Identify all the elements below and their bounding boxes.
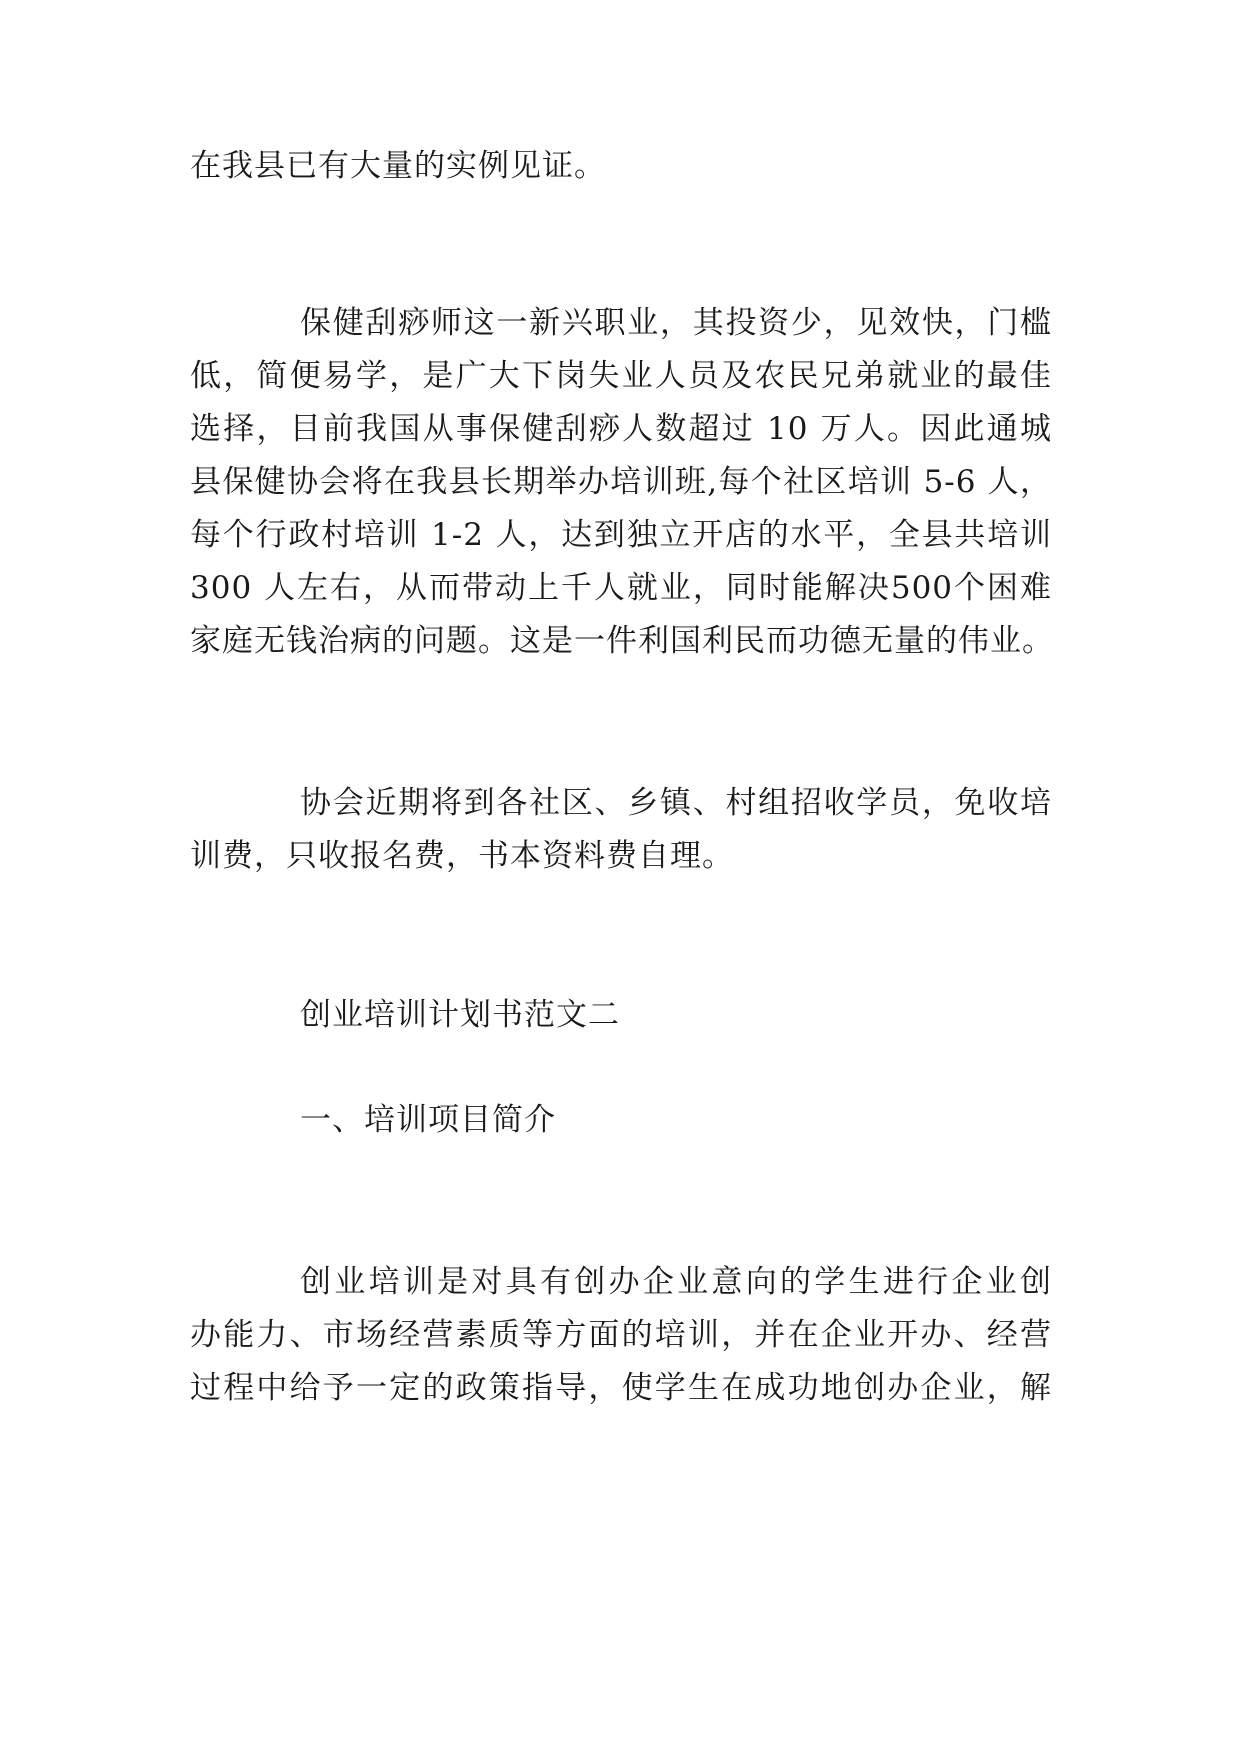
paragraph-line: 训费，只收报名费，书本资料费自理。 [190,838,734,874]
paragraph-line: 300 人左右，从而带动上千人就业，同时能解决500个困难 [190,570,1052,606]
paragraph-line: 保健刮痧师这一新兴职业，其投资少，见效快，门槛 [300,305,1052,341]
paragraph-line: 家庭无钱治病的问题。这是一件利国利民而功德无量的伟业。 [190,623,1054,659]
paragraph-line: 过程中给予一定的政策指导，使学生在成功地创办企业，解 [190,1370,1052,1406]
section-heading: 创业培训计划书范文二 [300,997,620,1033]
paragraph-line: 选择，目前我国从事保健刮痧人数超过 10 万人。因此通城 [190,411,1052,447]
paragraph-line: 协会近期将到各社区、乡镇、村组招收学员，免收培 [300,785,1052,821]
paragraph-line: 每个行政村培训 1-2 人，达到独立开店的水平，全县共培训 [190,517,1052,553]
paragraph-line: 办能力、市场经营素质等方面的培训，并在企业开办、经营 [190,1317,1052,1353]
paragraph-line: 县保健协会将在我县长期举办培训班,每个社区培训 5-6 人， [190,464,1052,500]
subsection-heading: 一、培训项目简介 [300,1102,556,1138]
paragraph-line: 在我县已有大量的实例见证。 [190,148,606,184]
paragraph-line: 低，简便易学，是广大下岗失业人员及农民兄弟就业的最佳 [190,358,1052,394]
paragraph-line: 创业培训是对具有创办企业意向的学生进行企业创 [300,1264,1052,1300]
